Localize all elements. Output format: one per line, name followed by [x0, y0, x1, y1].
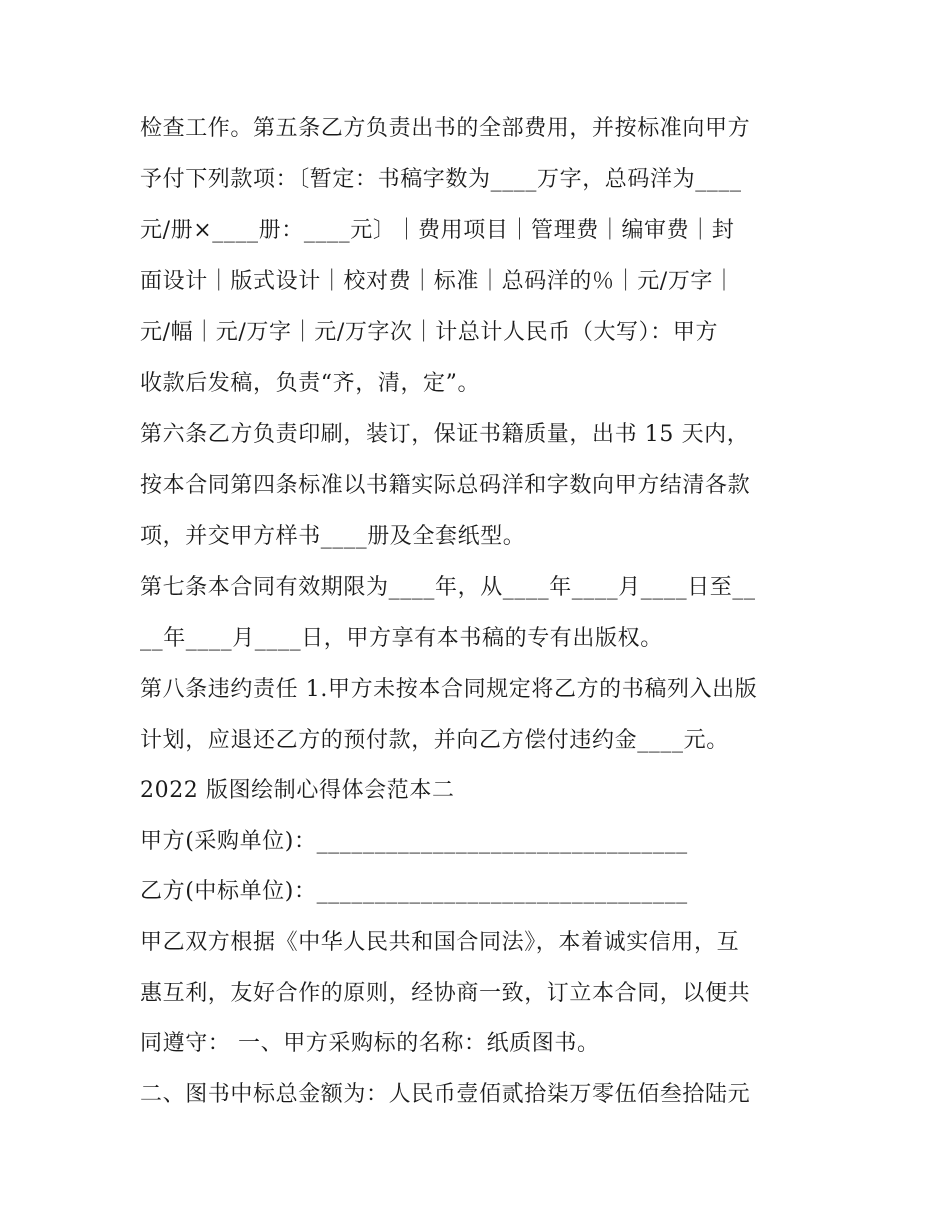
- text-line: 同遵守： 一、甲方采购标的名称：纸质图书。: [140, 1031, 600, 1056]
- text-line: 元/幅｜元/万字｜元/万字次｜计总计人民币（大写）：甲方: [140, 320, 719, 345]
- text-line: 项，并交甲方样书____册及全套纸型。: [140, 524, 526, 549]
- text-line: 第七条本合同有效期限为____年，从____年____月____日至__: [140, 575, 756, 600]
- party-b-line: 乙方(中标单位)：________________________________: [140, 879, 688, 904]
- text-line: 第八条违约责任 1.甲方未按本合同规定将乙方的书稿列入出版: [140, 677, 758, 702]
- text-line: 甲乙双方根据《中华人民共和国合同法》，本着诚实信用，互: [140, 930, 740, 955]
- text-line: 元/册×____册：____元〕｜费用项目｜管理费｜编审费｜封: [140, 218, 735, 243]
- text-line: 惠互利，友好合作的原则，经协商一致，订立本合同，以便共: [140, 981, 751, 1006]
- text-line: __年____月____日，甲方享有本书稿的专有出版权。: [140, 626, 663, 651]
- text-line: 予付下列款项：〔暂定：书稿字数为____万字，总码洋为____: [140, 167, 742, 192]
- text-line: 按本合同第四条标准以书籍实际总码洋和字数向甲方结清各款: [140, 473, 751, 498]
- text-line: 收款后发稿，负责“齐，清，定”。: [140, 371, 481, 396]
- text-line: 计划，应退还乙方的预付款，并向乙方偿付违约金____元。: [140, 728, 729, 753]
- text-line: 面设计｜版式设计｜校对费｜标准｜总码洋的％｜元/万字｜: [140, 269, 736, 294]
- section-heading: 2022 版图绘制心得体会范本二: [140, 778, 455, 803]
- text-line: 二、图书中标总金额为：人民币壹佰贰拾柒万零伍佰叁拾陆元: [140, 1082, 751, 1107]
- text-line: 检查工作。第五条乙方负责出书的全部费用，并按标准向甲方: [140, 116, 751, 141]
- party-a-line: 甲方(采购单位)：________________________________: [140, 829, 688, 854]
- text-line: 第六条乙方负责印刷，装订，保证书籍质量，出书 15 天内，: [140, 422, 750, 447]
